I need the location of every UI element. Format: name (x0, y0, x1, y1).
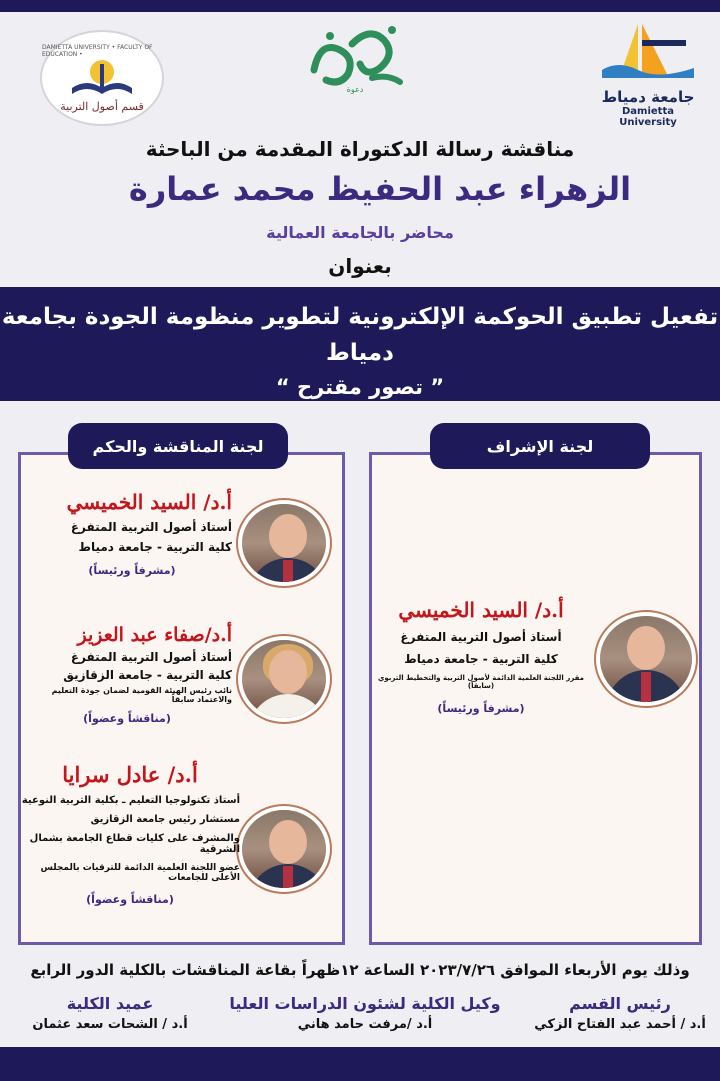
member-line: كلية التربية - جامعة دمياط (78, 540, 232, 554)
signature-dept-head (530, 994, 710, 1032)
researcher-name: الزهراء عبد الحفيظ محمد عمارة (128, 170, 632, 208)
member-line: أستاذ أصول التربية المتفرغ (400, 630, 562, 644)
member-line: عضو اللجنة العلمية الدائمة للترقيات بالمجلس الأعلى للجامعات (40, 863, 240, 883)
university-name-en: Damietta University (619, 106, 677, 128)
signature-role: عميد الكلية (66, 994, 154, 1013)
researcher-position: محاضر بالجامعة العمالية (266, 223, 454, 242)
thesis-subtitle: ” تصور مقترح “ (275, 375, 445, 399)
member-role: (مناقشاً وعضواً) (86, 893, 174, 906)
center-logo-text: دعوة (346, 85, 364, 94)
member-photo-elkhamisy (238, 500, 330, 586)
faculty-logo-name: قسم أصول التربية (60, 99, 144, 113)
member-role: (مشرفاً ورئيساً) (88, 564, 176, 577)
member-role: (مناقشاً وعضواً) (83, 712, 171, 725)
member-line: مقرر اللجنة العلمية الدائمة لأصول التربية والتخطيط التربوي (سابقاً) (377, 674, 585, 690)
university-emblem-icon (598, 20, 698, 82)
signature-dean (10, 994, 210, 1032)
member-line: نائب رئيس الهيئة القومية لضمان جودة التعليم والاعتماد سابقاً (51, 686, 232, 704)
discussion-committee-tab: لجنة المناقشة والحكم (68, 423, 288, 469)
supervision-committee-tab: لجنة الإشراف (430, 423, 650, 469)
titled-label: بعنوان (328, 254, 392, 278)
university-name-ar: جامعة دمياط (601, 88, 695, 106)
book-icon (67, 58, 137, 98)
signature-vice-dean (220, 994, 510, 1032)
member-line: أستاذ أصول التربية المتفرغ (70, 650, 232, 664)
faculty-logo (40, 30, 164, 126)
signature-name: أ.د /مرفت حامد هاني (297, 1017, 433, 1032)
supervision-member-1 (376, 598, 586, 715)
member-line: كلية التربية - جامعة الزقازيق (63, 668, 232, 682)
invitation-calligraphy-logo (300, 20, 410, 94)
faculty-logo-ring-text: DAMIETTA UNIVERSITY • FACULTY OF EDUCATION • (42, 43, 153, 58)
signature-name: أ.د / الشحات سعد عثمان (32, 1017, 188, 1032)
signature-role: وكيل الكلية لشئون الدراسات العليا (229, 994, 501, 1013)
member-line: أستاذ تكنولوجيا التعليم ـ بكلية التربية النوعية (21, 795, 240, 806)
thesis-title: تفعيل تطبيق الحوكمة الإلكترونية لتطوير منظومة الجودة بجامعة دمياط (1, 304, 719, 366)
signature-name: أ.د / أحمد عبد الفتاح الزكي (534, 1017, 706, 1032)
member-name: أ.د/صفاء عبد العزيز (77, 624, 232, 646)
member-role: (مشرفاً ورئيساً) (437, 702, 525, 715)
defense-date-time: وذلك يوم الأربعاء الموافق ٢٠٢٣/٧/٢٦ الساعة ١٢ظهراً بقاعة المناقشات بالكلية الدور الرابع (30, 961, 690, 979)
member-name: أ.د/ عادل سرايا (62, 762, 198, 787)
bottom-strip (0, 1047, 720, 1081)
member-name: أ.د/ السيد الخميسي (398, 598, 564, 622)
top-strip (0, 0, 720, 12)
member-photo-saraya (238, 806, 330, 892)
member-photo-safaa (238, 636, 330, 722)
signature-role: رئيس القسم (569, 994, 671, 1013)
university-logo (592, 20, 704, 128)
discussion-member-3 (20, 762, 240, 906)
member-line: أستاذ أصول التربية المتفرغ (70, 520, 232, 534)
discussion-member-2 (22, 624, 232, 725)
member-line: مستشار رئيس جامعة الزقازيق (90, 814, 240, 825)
thesis-title-banner (0, 287, 720, 401)
supervisor-photo-elkhamisy (596, 612, 696, 706)
member-line: والمشرف على كليات قطاع الجامعة بشمال الشرقية (29, 833, 240, 855)
discussion-member-1 (32, 490, 232, 577)
member-name: أ.د/ السيد الخميسي (66, 490, 232, 514)
header-intro: مناقشة رسالة الدكتوراة المقدمة من الباحثة (145, 137, 575, 161)
member-line: كلية التربية - جامعة دمياط (404, 652, 558, 666)
